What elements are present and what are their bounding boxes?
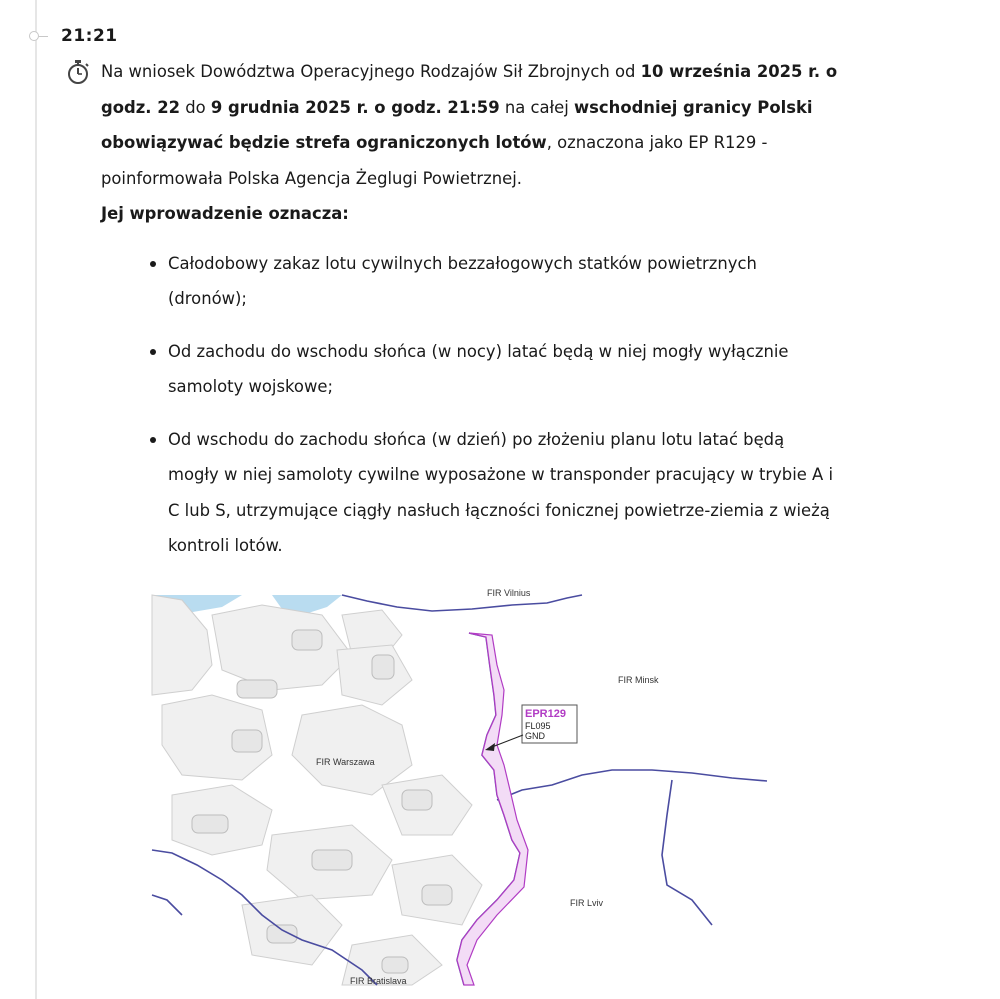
fir-vilnius-label: FIR Vilnius	[487, 588, 531, 598]
subheading	[101, 196, 861, 232]
fir-bratislava-label: FIR Bratislava	[350, 976, 407, 986]
list-item: Od wschodu do zachodu słońca (w dzień) po złożeniu planu lotu latać będą mogły w niej samoloty cywilne wyposażone w transponder pracujący w trybie A i C lub S, utrzymujące ciągły nasłuch łączności fonicznej powietrze-ziemia z wieżą kontroli lotów.	[168, 422, 840, 564]
stopwatch-icon	[65, 58, 91, 86]
airspace-map	[152, 588, 782, 986]
intro-text: Na wniosek Dowództwa Operacyjnego Rodzajów Sił Zbrojnych od	[101, 62, 641, 81]
subheading-text: Jej wprowadzenie oznacza:	[101, 204, 349, 223]
start-date: 10 września 2025 r. o godz. 22	[101, 62, 838, 117]
zone-lower-limit: GND	[525, 731, 545, 741]
list-item: Całodobowy zakaz lotu cywilnych bezzałogowych statków powietrznych (dronów);	[168, 246, 840, 317]
intro-text: do	[180, 97, 211, 117]
timeline-dot	[29, 31, 39, 41]
entry-content	[101, 54, 861, 581]
zone-name: EPR129	[525, 708, 566, 720]
timeline-line	[35, 0, 37, 999]
fir-lviv-label: FIR Lviv	[570, 898, 604, 908]
zone-description: wschodniej granicy Polski obowiązywać będzie strefa ograniczonych lotów	[101, 97, 813, 152]
zone-upper-limit: FL095	[525, 721, 551, 731]
fir-warszawa-label: FIR Warszawa	[316, 757, 375, 767]
list-item: Od zachodu do wschodu słońca (w nocy) latać będą w niej mogły wyłącznie samoloty wojskowe;	[168, 334, 840, 405]
entry-time: 21:21	[61, 26, 118, 46]
intro-text: na całej	[499, 97, 575, 117]
fir-minsk-label: FIR Minsk	[618, 675, 659, 685]
restrictions-list	[101, 246, 861, 564]
end-date: 9 grudnia 2025 r. o godz. 21:59	[210, 97, 500, 117]
intro-text: , oznaczona jako EP R129 - poinformowała Polska Agencja Żeglugi Powietrznej.	[101, 133, 768, 188]
timeline-tick	[39, 36, 48, 37]
intro-paragraph	[101, 54, 861, 196]
